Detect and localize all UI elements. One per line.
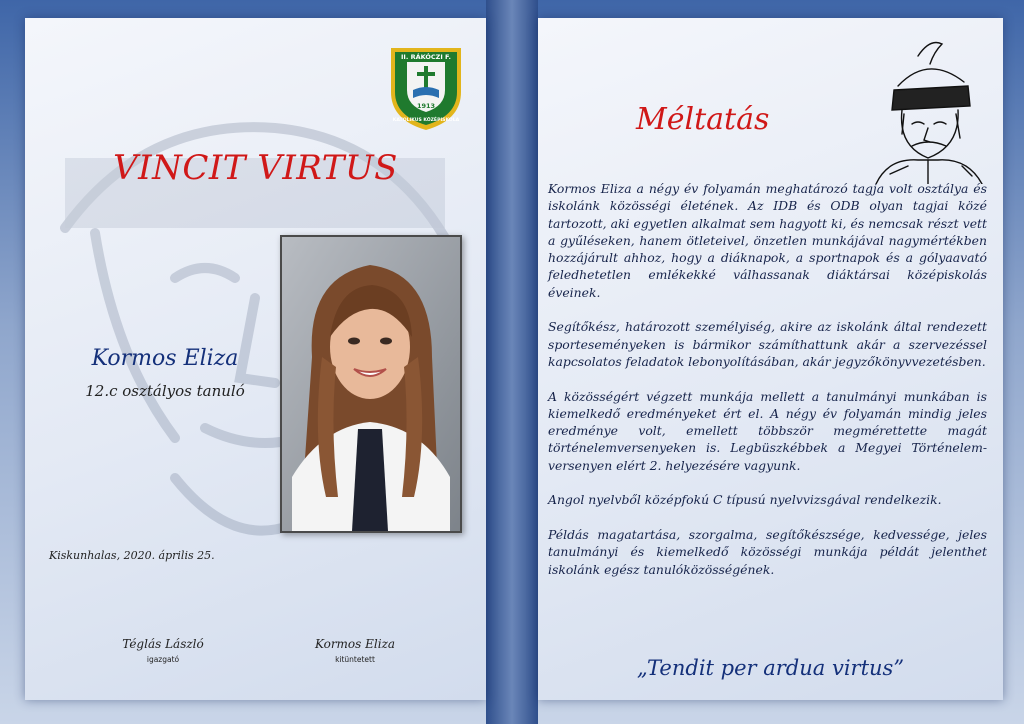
student-name: Kormos Eliza [91, 346, 239, 371]
tribute-paragraph: Angol nyelvből középfokú C típusú nyelvvizsgával rendelkezik. [548, 492, 942, 508]
tribute-paragraph: Kormos Eliza a négy év folyamán meghatározó tagja volt osztálya és iskolánk közösségi életének. Az IDB és ODB olyan tagjai közé tartozott, aki egyetlen alkalmat sem hagyott ki, és nemcsak részt vett a gyűléseken, hanem ötleteivel, önzetlen munkájával nagymértékben hozzájárult ahhoz, hogy a diáknapok, a sportnapok és a gólyaavató feledhetetlen emlékekké válhassanak diáktársai középiskolás éveinek. [548, 181, 987, 300]
signature-principal [93, 637, 233, 664]
student-photo [280, 235, 462, 533]
place-and-date: Kiskunhalas, 2020. április 25. [49, 549, 215, 562]
signature-name: Kormos Eliza [314, 637, 396, 651]
tribute-paragraph: A közösségért végzett munkája mellett a tanulmányi munkában is kiemelkedő eredményeket ért el. A négy év folyamán mindig jeles eredménye volt, emellett többször megmérettette magát történelemversenyeken is. Legbüszkébbek a Megyei Történelem-versenyen elért 2. helyezésére vagyunk. [548, 388, 987, 473]
signature-role: kitüntetett [335, 655, 375, 664]
signature-name: Téglás László [122, 637, 204, 651]
tribute-paragraph: Példás magatartása, szorgalma, segítőkészsége, kedvessége, jeles tanulmányi és kiemelkedő közösségi munkája példát jelenthet iskolánk egész tanulóközösségének. [548, 526, 987, 577]
student-class-label: 12.c osztályos tanuló [85, 382, 245, 400]
crest-year: 1913 [416, 102, 436, 110]
closing-motto: „Tendit per ardua virtus” [636, 656, 905, 680]
tribute-paragraph: Segítőkész, határozott személyiség, akire az iskolánk által rendezett sporteseményeken is bármikor számíthattunk akár a szervezéssel kapcsolatos feladatok lebonyolításában, akár jegyzőkönyvvezetésben. [548, 319, 987, 369]
motto-heading: VINCIT VIRTUS [113, 148, 398, 188]
crest-top-text: II. RÁKÓCZI F. [401, 53, 451, 61]
right-page [538, 18, 1003, 700]
signature-role: igazgató [146, 655, 180, 664]
tribute-text [548, 180, 987, 595]
crest-ring-text: KATOLIKUS KÖZÉPISKOLA [392, 118, 460, 123]
signature-awardee [285, 637, 425, 664]
historical-portrait-etching [868, 34, 988, 184]
left-page [25, 18, 486, 700]
page-title: Méltatás [636, 102, 770, 137]
school-crest-logo [387, 44, 465, 132]
student-portrait-image [282, 237, 460, 531]
center-gutter [486, 0, 538, 724]
